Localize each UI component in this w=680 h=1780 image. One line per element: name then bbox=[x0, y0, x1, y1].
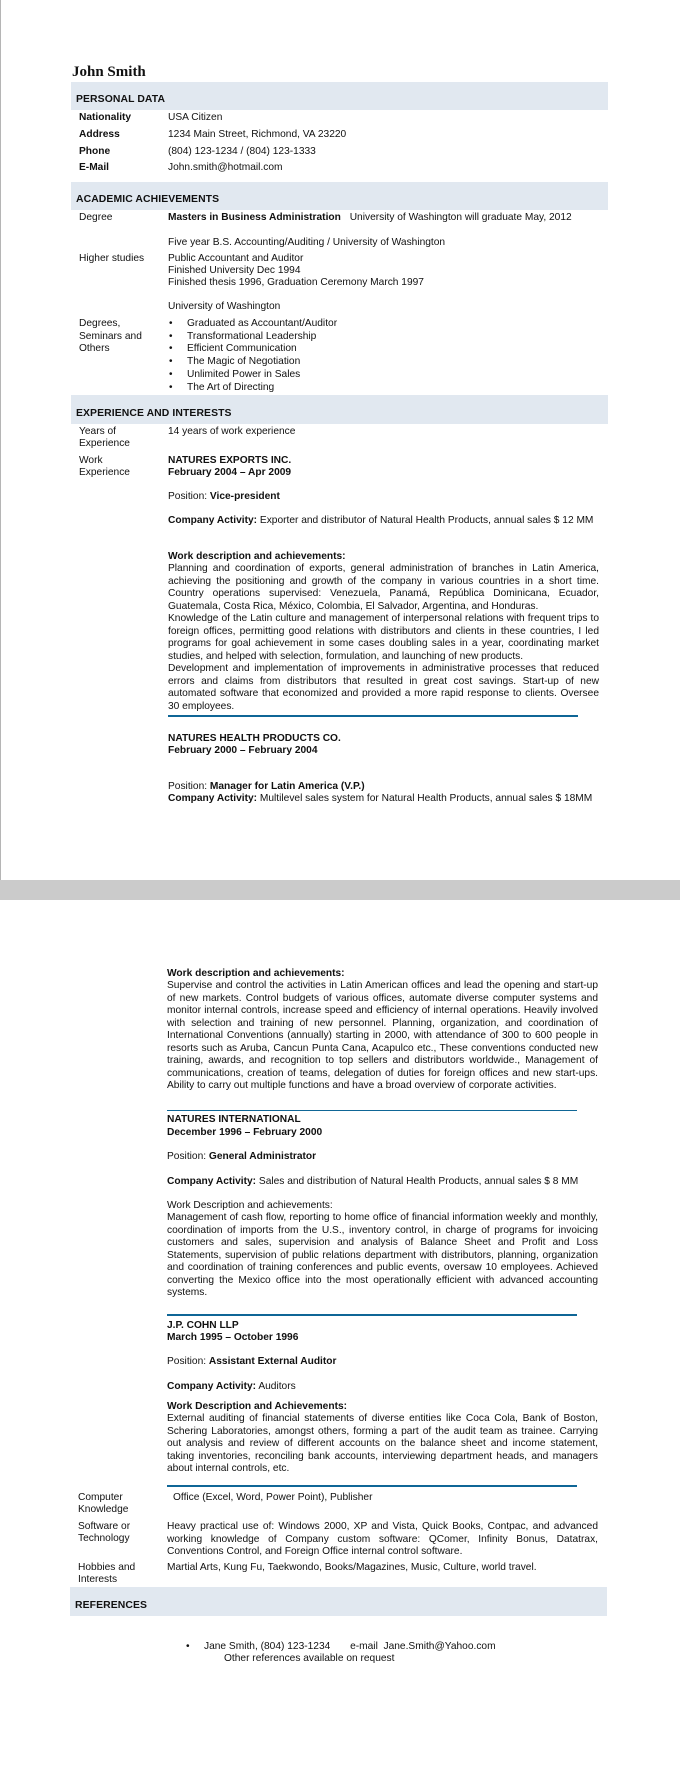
job-desc-paragraph: Development and implementation of improvements in administrative processes that reduced errors and claims from distributors that resulted in great cost savings. Start-up of new automated software that economized and provided a more rapid response to clients. Oversee 30 employees. bbox=[168, 663, 599, 712]
section-header-academic bbox=[71, 182, 608, 210]
position-prefix: Position: bbox=[167, 1151, 209, 1162]
activity-prefix: Company Activity: bbox=[167, 1381, 257, 1392]
position-title: Manager for Latin America (V.P.) bbox=[209, 781, 365, 792]
position-title: Vice-president bbox=[209, 491, 280, 502]
job-company: NATURES HEALTH PRODUCTS CO. bbox=[168, 733, 341, 744]
job-dates: December 1996 – February 2000 bbox=[167, 1127, 323, 1138]
bs-degree: Five year B.S. Accounting/Auditing / University of Washington bbox=[168, 237, 446, 248]
activity-text: Multilevel sales system for Natural Health Products, annual sales $ 18MM bbox=[257, 793, 593, 804]
seminars-list bbox=[168, 318, 337, 394]
job-position bbox=[167, 1356, 336, 1369]
years-label bbox=[79, 426, 130, 450]
hobbies-label bbox=[78, 1562, 135, 1586]
section-title: EXPERIENCE AND INTERESTS bbox=[76, 408, 232, 419]
label-line: Seminars and bbox=[79, 330, 142, 342]
job-activity bbox=[168, 515, 599, 528]
list-item: • The Art of Directing bbox=[168, 382, 337, 395]
job-dates: March 1995 – October 1996 bbox=[167, 1332, 299, 1343]
list-item: • Unlimited Power in Sales bbox=[168, 369, 337, 382]
label-line: Software or bbox=[78, 1521, 131, 1532]
list-item: • The Magic of Negotiation bbox=[168, 356, 337, 369]
job-divider bbox=[167, 1110, 577, 1111]
degree-title: Masters in Business Administration bbox=[168, 212, 341, 223]
job-activity bbox=[168, 793, 599, 806]
higher-studies-label: Higher studies bbox=[79, 253, 145, 264]
position-prefix: Position: bbox=[168, 781, 210, 792]
university-line: University of Washington bbox=[168, 301, 281, 312]
job-dates: February 2004 – Apr 2009 bbox=[168, 467, 292, 478]
job-desc-heading: Work Description and Achievements: bbox=[167, 1401, 348, 1412]
label-line: Work bbox=[79, 455, 103, 466]
nationality-value: USA Citizen bbox=[168, 112, 223, 123]
job-activity bbox=[167, 1381, 598, 1394]
address-label: Address bbox=[79, 129, 120, 140]
phone-label: Phone bbox=[79, 146, 111, 157]
higher-studies-line: Finished thesis 1996, Graduation Ceremony March 1997 bbox=[168, 277, 424, 288]
label-line: Computer bbox=[78, 1492, 123, 1503]
computer-value: Office (Excel, Word, Power Point), Publisher bbox=[173, 1492, 373, 1503]
email-value[interactable]: John.smith@hotmail.com bbox=[168, 162, 283, 173]
section-title: ACADEMIC ACHIEVEMENTS bbox=[76, 194, 220, 205]
activity-prefix: Company Activity: bbox=[168, 515, 258, 526]
activity-text: Exporter and distributor of Natural Health Products, annual sales $ 12 MM bbox=[257, 515, 594, 526]
label-line: Degrees, bbox=[79, 318, 121, 329]
job-desc-paragraph: Planning and coordination of exports, general administration of branches in Latin America, achieving the positioning and growth of the company in various countries in a short time. Country operations supervised: Venezuela, Panamá, República Dominicana, Ecuador, Guatemala, Costa Rica, México, Colombia, El Salvador, Argentina, and Honduras. bbox=[168, 563, 599, 612]
reference-entry: Jane Smith, (804) 123-1234 e-mail Jane.Smith@Yahoo.com bbox=[204, 1641, 496, 1652]
degree-value bbox=[168, 212, 572, 225]
job-divider bbox=[167, 1314, 577, 1316]
job-desc-paragraph: Supervise and control the activities in Latin American offices and lead the opening and start-up of new markets. Control budgets of various offices, automate diverse computer systems and monitor internal controls, increase speed and efficiency of internal operations. Heavily involved with selection and training of new personnel. Planning, organization, and coordination of International Conventions (annually) starting in 2000, with attendance of 300 to 600 people in resorts such as Aruba, Cancun Punta Cana, Acapulco etc., These conventions conducted new training, awards, and recognition to top sellers and distributors worldwide., Management of communications, creation of teams, delegation of duties for foreign offices and new start-ups. Ability to carry out multiple functions and have a broad overview of corporate activities. bbox=[167, 980, 598, 1091]
job-company: J.P. COHN LLP bbox=[167, 1320, 239, 1331]
activity-prefix: Company Activity: bbox=[167, 1176, 257, 1187]
position-title: Assistant External Auditor bbox=[208, 1356, 337, 1367]
position-prefix: Position: bbox=[168, 491, 210, 502]
job-desc-heading: Work description and achievements: bbox=[168, 551, 346, 562]
job-position bbox=[167, 1151, 316, 1164]
nationality-label: Nationality bbox=[79, 112, 132, 123]
computer-label bbox=[78, 1492, 128, 1516]
higher-studies-line: Public Accountant and Auditor bbox=[168, 253, 304, 264]
label-line: Technology bbox=[78, 1533, 130, 1544]
job-position bbox=[168, 781, 365, 794]
job-desc-heading: Work description and achievements: bbox=[167, 968, 345, 979]
resume-page-2 bbox=[0, 900, 680, 1780]
section-title: PERSONAL DATA bbox=[76, 94, 166, 105]
reference-bullet: • bbox=[186, 1641, 190, 1652]
years-value: 14 years of work experience bbox=[168, 426, 296, 437]
degree-label: Degree bbox=[79, 212, 113, 223]
section-header-personal-data bbox=[71, 82, 608, 110]
job-desc-paragraph: Management of cash flow, reporting to home office of financial information weekly and monthly, coordination of imports from the U.S., inventory control, in charge of programs for invoicing customers and sales, supervision and analysis of Balance Sheet and Profit and Loss Statements, supervision of public relations department with distributors, planning, organization and coordination of training conferences and public events, oversaw 10 employees. Achieved converting the Mexico office into the most operationally efficient with advanced accounting systems. bbox=[167, 1212, 598, 1298]
position-prefix: Position: bbox=[167, 1356, 209, 1367]
activity-text: Auditors bbox=[256, 1381, 296, 1392]
label-line: Hobbies and bbox=[78, 1562, 136, 1573]
job-divider bbox=[167, 1485, 577, 1487]
references-note: Other references available on request bbox=[224, 1653, 395, 1664]
job-position bbox=[168, 491, 280, 504]
section-title: REFERENCES bbox=[75, 1600, 148, 1611]
degrees-seminars-label bbox=[79, 318, 142, 356]
label-line: Years of bbox=[79, 426, 117, 437]
address-value: 1234 Main Street, Richmond, VA 23220 bbox=[168, 129, 347, 140]
job-dates: February 2000 – February 2004 bbox=[168, 745, 318, 756]
job-desc-paragraph: Knowledge of the Latin culture and management of interpersonal relations with frequent trips to foreign offices, permitting good relations with distributors and clients in these countries, I led programs for goal achievement in some cases doubling sales in a year, coordinating market studies, and helped with selection, formulation, and launching of new products. bbox=[168, 613, 599, 662]
list-item: • Graduated as Accountant/Auditor bbox=[168, 318, 337, 331]
label-line: Experience bbox=[79, 438, 130, 449]
section-header-experience bbox=[71, 395, 608, 424]
job-company: NATURES EXPORTS INC. bbox=[168, 455, 292, 466]
label-line: Interests bbox=[78, 1574, 118, 1585]
job-desc-heading: Work Description and achievements: bbox=[167, 1200, 333, 1211]
activity-text: Sales and distribution of Natural Health Products, annual sales $ 8 MM bbox=[256, 1176, 579, 1187]
page-separator bbox=[0, 880, 680, 900]
software-label bbox=[78, 1521, 130, 1545]
candidate-name: John Smith bbox=[72, 64, 146, 80]
list-item: • Efficient Communication bbox=[168, 343, 337, 356]
resume-page-1 bbox=[0, 0, 680, 880]
degree-details: University of Washington will graduate May, 2012 bbox=[349, 212, 572, 223]
activity-prefix: Company Activity: bbox=[168, 793, 258, 804]
position-title: General Administrator bbox=[208, 1151, 317, 1162]
work-experience-label bbox=[79, 455, 130, 479]
label-line: Experience bbox=[79, 467, 130, 478]
software-value: Heavy practical use of: Windows 2000, XP and Vista, Quick Books, Contpac, and advanced working knowledge of Company custom software: QComer, Infinity Bonus, Datatrax, Conventions Control, and Foreign Office internal control software. bbox=[167, 1521, 598, 1557]
job-desc-paragraph: External auditing of financial statements of diverse entities like Coca Cola, Bank of Boston, Schering Laboratories, amongst others, forming a part of the audit team as trainee. Carrying out analysis and review of different accounts on the balance sheet and income statement, taking inventories, reconciling bank accounts, interviewing department heads, and managers about internal controls, etc. bbox=[167, 1413, 598, 1474]
hobbies-value: Martial Arts, Kung Fu, Taekwondo, Books/Magazines, Music, Culture, world travel. bbox=[167, 1562, 537, 1573]
job-divider bbox=[168, 715, 578, 717]
label-line: Others bbox=[79, 343, 110, 355]
email-label: E-Mail bbox=[79, 162, 110, 173]
list-item: • Transformational Leadership bbox=[168, 331, 337, 344]
job-activity bbox=[167, 1176, 598, 1189]
phone-value: (804) 123-1234 / (804) 123-1333 bbox=[168, 146, 316, 157]
job-company: NATURES INTERNATIONAL bbox=[167, 1114, 301, 1125]
higher-studies-line: Finished University Dec 1994 bbox=[168, 265, 301, 276]
section-header-references bbox=[70, 1587, 607, 1616]
label-line: Knowledge bbox=[78, 1504, 129, 1515]
